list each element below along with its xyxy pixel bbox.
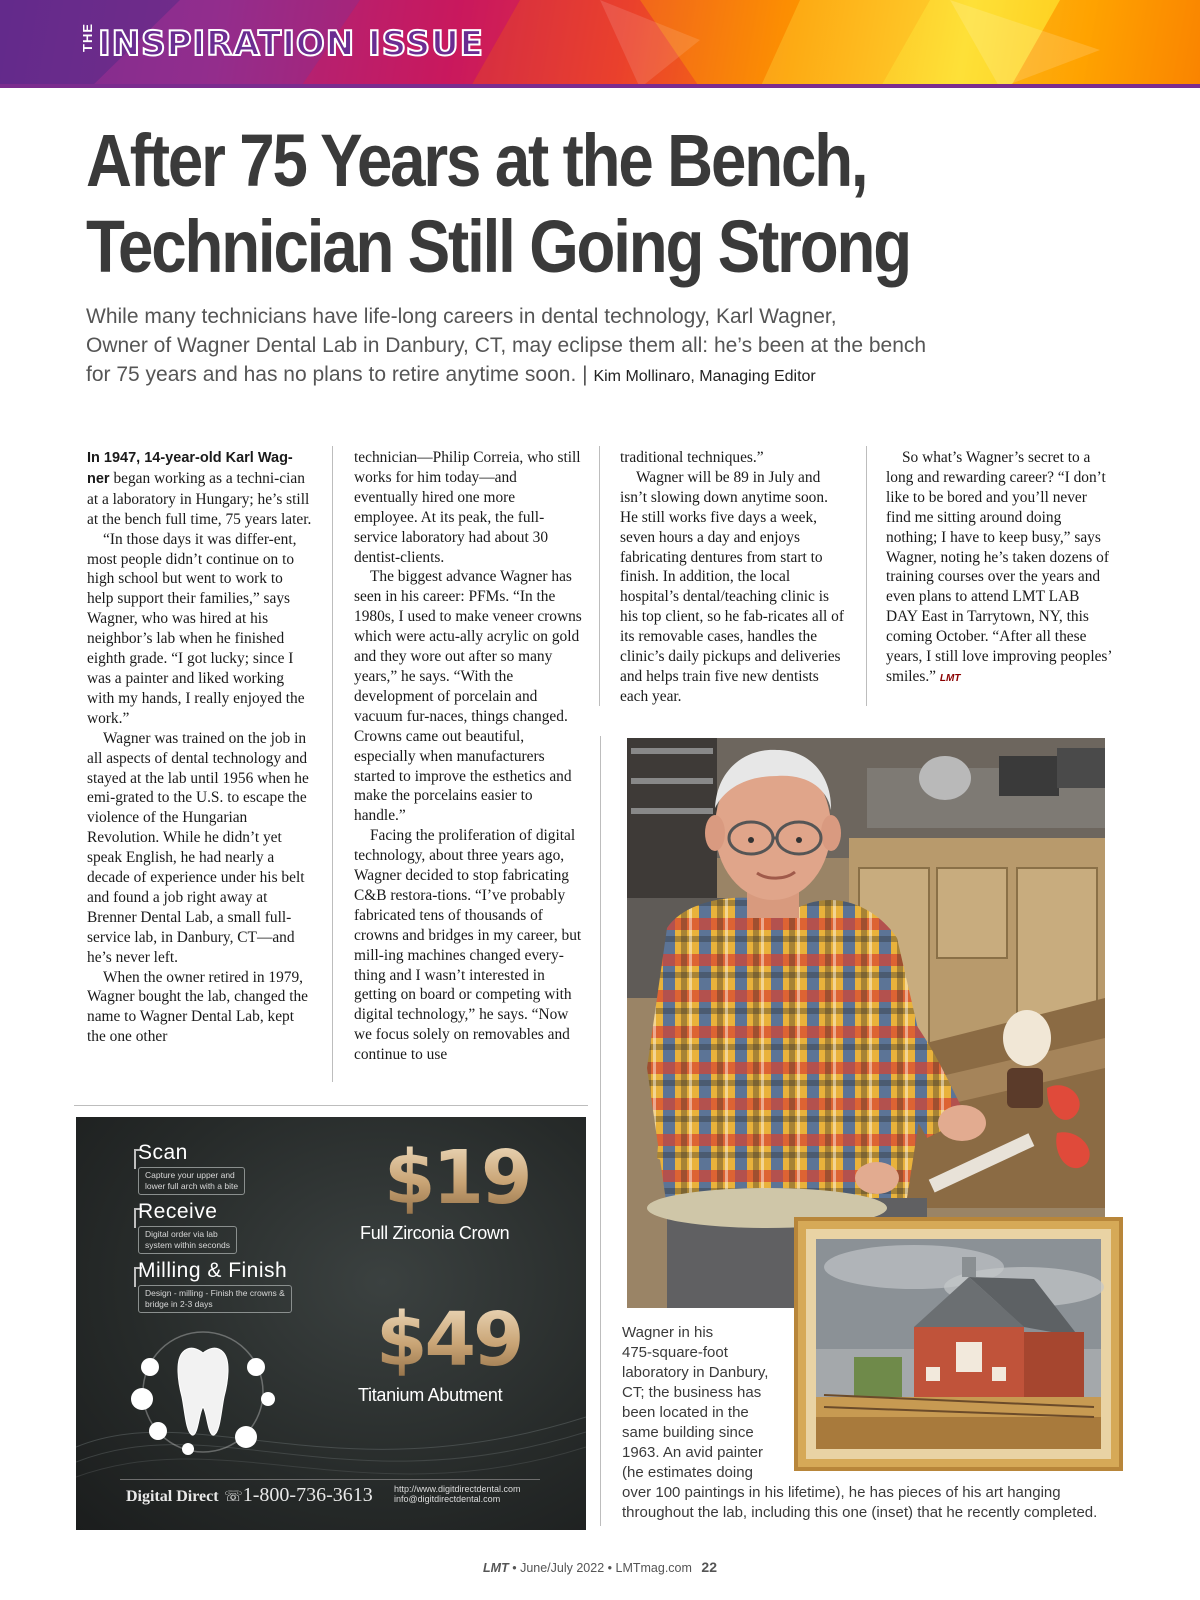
ad-step-receive: Receive Digital order via lab system within seconds xyxy=(138,1200,237,1254)
deck-line-1: While many technicians have life-long careers in dental technology, Karl Wagner, xyxy=(86,305,837,328)
deck-line-3 xyxy=(86,360,1126,391)
price-abutment: $49 xyxy=(376,1297,522,1383)
lead-in: In 1947, 14-year-old Karl Wag-ner xyxy=(87,450,293,487)
banner-title: INSPIRATION ISSUE xyxy=(98,24,484,64)
ad-brand: Digital Direct xyxy=(126,1488,219,1505)
ad-contact[interactable] xyxy=(394,1484,521,1504)
banner-prefix: THE xyxy=(80,23,95,52)
paragraph: traditional techniques.” xyxy=(620,449,764,466)
label-crown: Full Zirconia Crown xyxy=(360,1223,510,1243)
deck-separator: | xyxy=(582,363,588,386)
footer-site[interactable]: LMTmag.com xyxy=(615,1561,692,1575)
phone-icon: ☏ xyxy=(224,1489,243,1505)
ad-step-scan: Scan Capture your upper and lower full arch with a bite xyxy=(138,1141,245,1195)
column-divider xyxy=(866,446,867,706)
ad-website[interactable]: http://www.digitdirectdental.com xyxy=(394,1484,521,1494)
end-mark: LMT xyxy=(939,672,961,684)
article-column-4 xyxy=(886,448,1112,689)
article-column-3 xyxy=(620,448,845,707)
article-column-2 xyxy=(354,448,582,1065)
deck-line-3-text: for 75 years and has no plans to retire anytime soon. xyxy=(86,363,577,386)
headline-line-1: After 75 Years at the Bench, xyxy=(86,119,867,202)
article-column-1 xyxy=(87,448,313,1047)
paragraph: The biggest advance Wagner has seen in his career: PFMs. “In the 1980s, I used to make veneer crowns which were actu-ally acrylic on gold and they wore out after so many years,” he says. “With the development of porcelain and vacuum fur-naces, things changed. Crowns came out beautiful, especially when manufacturers started to improve the esthetics and make the porcelains easier to handle.” xyxy=(354,568,582,825)
paragraph: technician—Philip Correia, who still works for him today—and eventually hired one more employee. At its peak, the full-service laboratory had about 30 dentist-clients. xyxy=(354,449,581,566)
issue-banner xyxy=(0,0,1200,88)
deck-line-2: Owner of Wagner Dental Lab in Danbury, CT, may eclipse them all: he’s been at the bench xyxy=(86,334,927,357)
page-number: 22 xyxy=(701,1559,717,1575)
article-deck xyxy=(86,302,1126,391)
byline: Kim Mollinaro, Managing Editor xyxy=(593,368,816,385)
paragraph: Facing the proliferation of digital technology, about three years ago, Wagner decided to stop fabricating C&B restora-tions. “I’ve probably fabricated tens of thousands of crowns and bridges in my career, but mill-ing machines changed every-thing and I wasn’t interested in getting on board or competing with digital technology,” he says. “Now we focus solely on removables and continue to use xyxy=(354,827,582,1064)
column-divider xyxy=(599,446,600,706)
column-divider xyxy=(332,446,333,1082)
ad-divider xyxy=(74,1105,588,1106)
paragraph: “In those days it was differ-ent, most people didn’t continue on to high school but went to work to help support their families,” says Wagner, who was hired at his neighbor’s lab when he finished eighth grade. “I got lucky; since I was a painter and liked working with my hands, I really enjoyed the work.” xyxy=(87,530,305,727)
photo-divider xyxy=(600,736,601,1526)
price-crown: $19 xyxy=(384,1135,530,1221)
digital-direct-ad[interactable] xyxy=(76,1117,586,1530)
paragraph: When the owner retired in 1979, Wagner bought the lab, changed the name to Wagner Dental Lab, kept the one other xyxy=(87,968,308,1046)
footer-issue: June/July 2022 xyxy=(520,1561,605,1575)
ad-email[interactable]: info@digitdirectdental.com xyxy=(394,1494,501,1504)
page-footer: LMT • June/July 2022 • LMTmag.com 22 xyxy=(483,1559,717,1575)
photo-caption: Wagner in his 475-square-foot laboratory in Danbury, CT; the business has been located in the same building since 1963. An avid painter (he estimates doing over 100 paintings in his lifetime), he has pieces of his art hanging throughout the lab, including this one (inset) that he recently completed. xyxy=(622,1324,1098,1521)
ad-footer-rule xyxy=(120,1479,540,1480)
paragraph: Wagner was trained on the job in all aspects of dental technology and stayed at the lab until 1956 when he emi-grated to the U.S. to escape the violence of the Hungarian Revolution. While he didn’t yet speak English, he had nearly a decade of experience under his belt and found a job right away at Brenner Dental Lab, a small full-service lab, in Danbury, CT—and he’s never left. xyxy=(87,729,309,966)
paragraph: So what’s Wagner’s secret to a long and rewarding career? “I don’t like to be bored and you’ll never find me sitting around doing nothing; I have to keep busy,” says Wagner, noting he’s taken dozens of training courses over the years and even plans to attend LMT LAB DAY East in Tarrytown, NY, this coming October. “After all these years, I still love improving peoples’ smiles.” LMT xyxy=(886,449,1112,685)
label-abutment: Titanium Abutment xyxy=(358,1385,503,1405)
paragraph: In 1947, 14-year-old Karl Wag-ner began working as a techni-cian at a laboratory in Hungary; he’s still at the bench full time, 75 years later. xyxy=(87,450,312,528)
headline-line-2: Technician Still Going Strong xyxy=(86,205,910,288)
ad-step-milling: Milling & Finish Design - milling - Finish the crowns & bridge in 2-3 days xyxy=(138,1259,292,1313)
ad-phone[interactable]: ☏1-800-736-3613 xyxy=(224,1484,373,1506)
banner-rule xyxy=(0,84,1200,88)
article-headline xyxy=(86,118,980,290)
paragraph: Wagner will be 89 in July and isn’t slowing down anytime soon. He still works five days a week, seven hours a day and enjoys fabricating dentures from start to finish. In addition, the local hospital’s dental/teaching clinic is his top client, so he fab-ricates all of its removable cases, handles the clinic’s daily pickups and deliveries and helps train five new dentists each year. xyxy=(620,468,844,705)
tooth-icon xyxy=(128,1327,278,1457)
footer-magazine: LMT xyxy=(483,1561,509,1575)
